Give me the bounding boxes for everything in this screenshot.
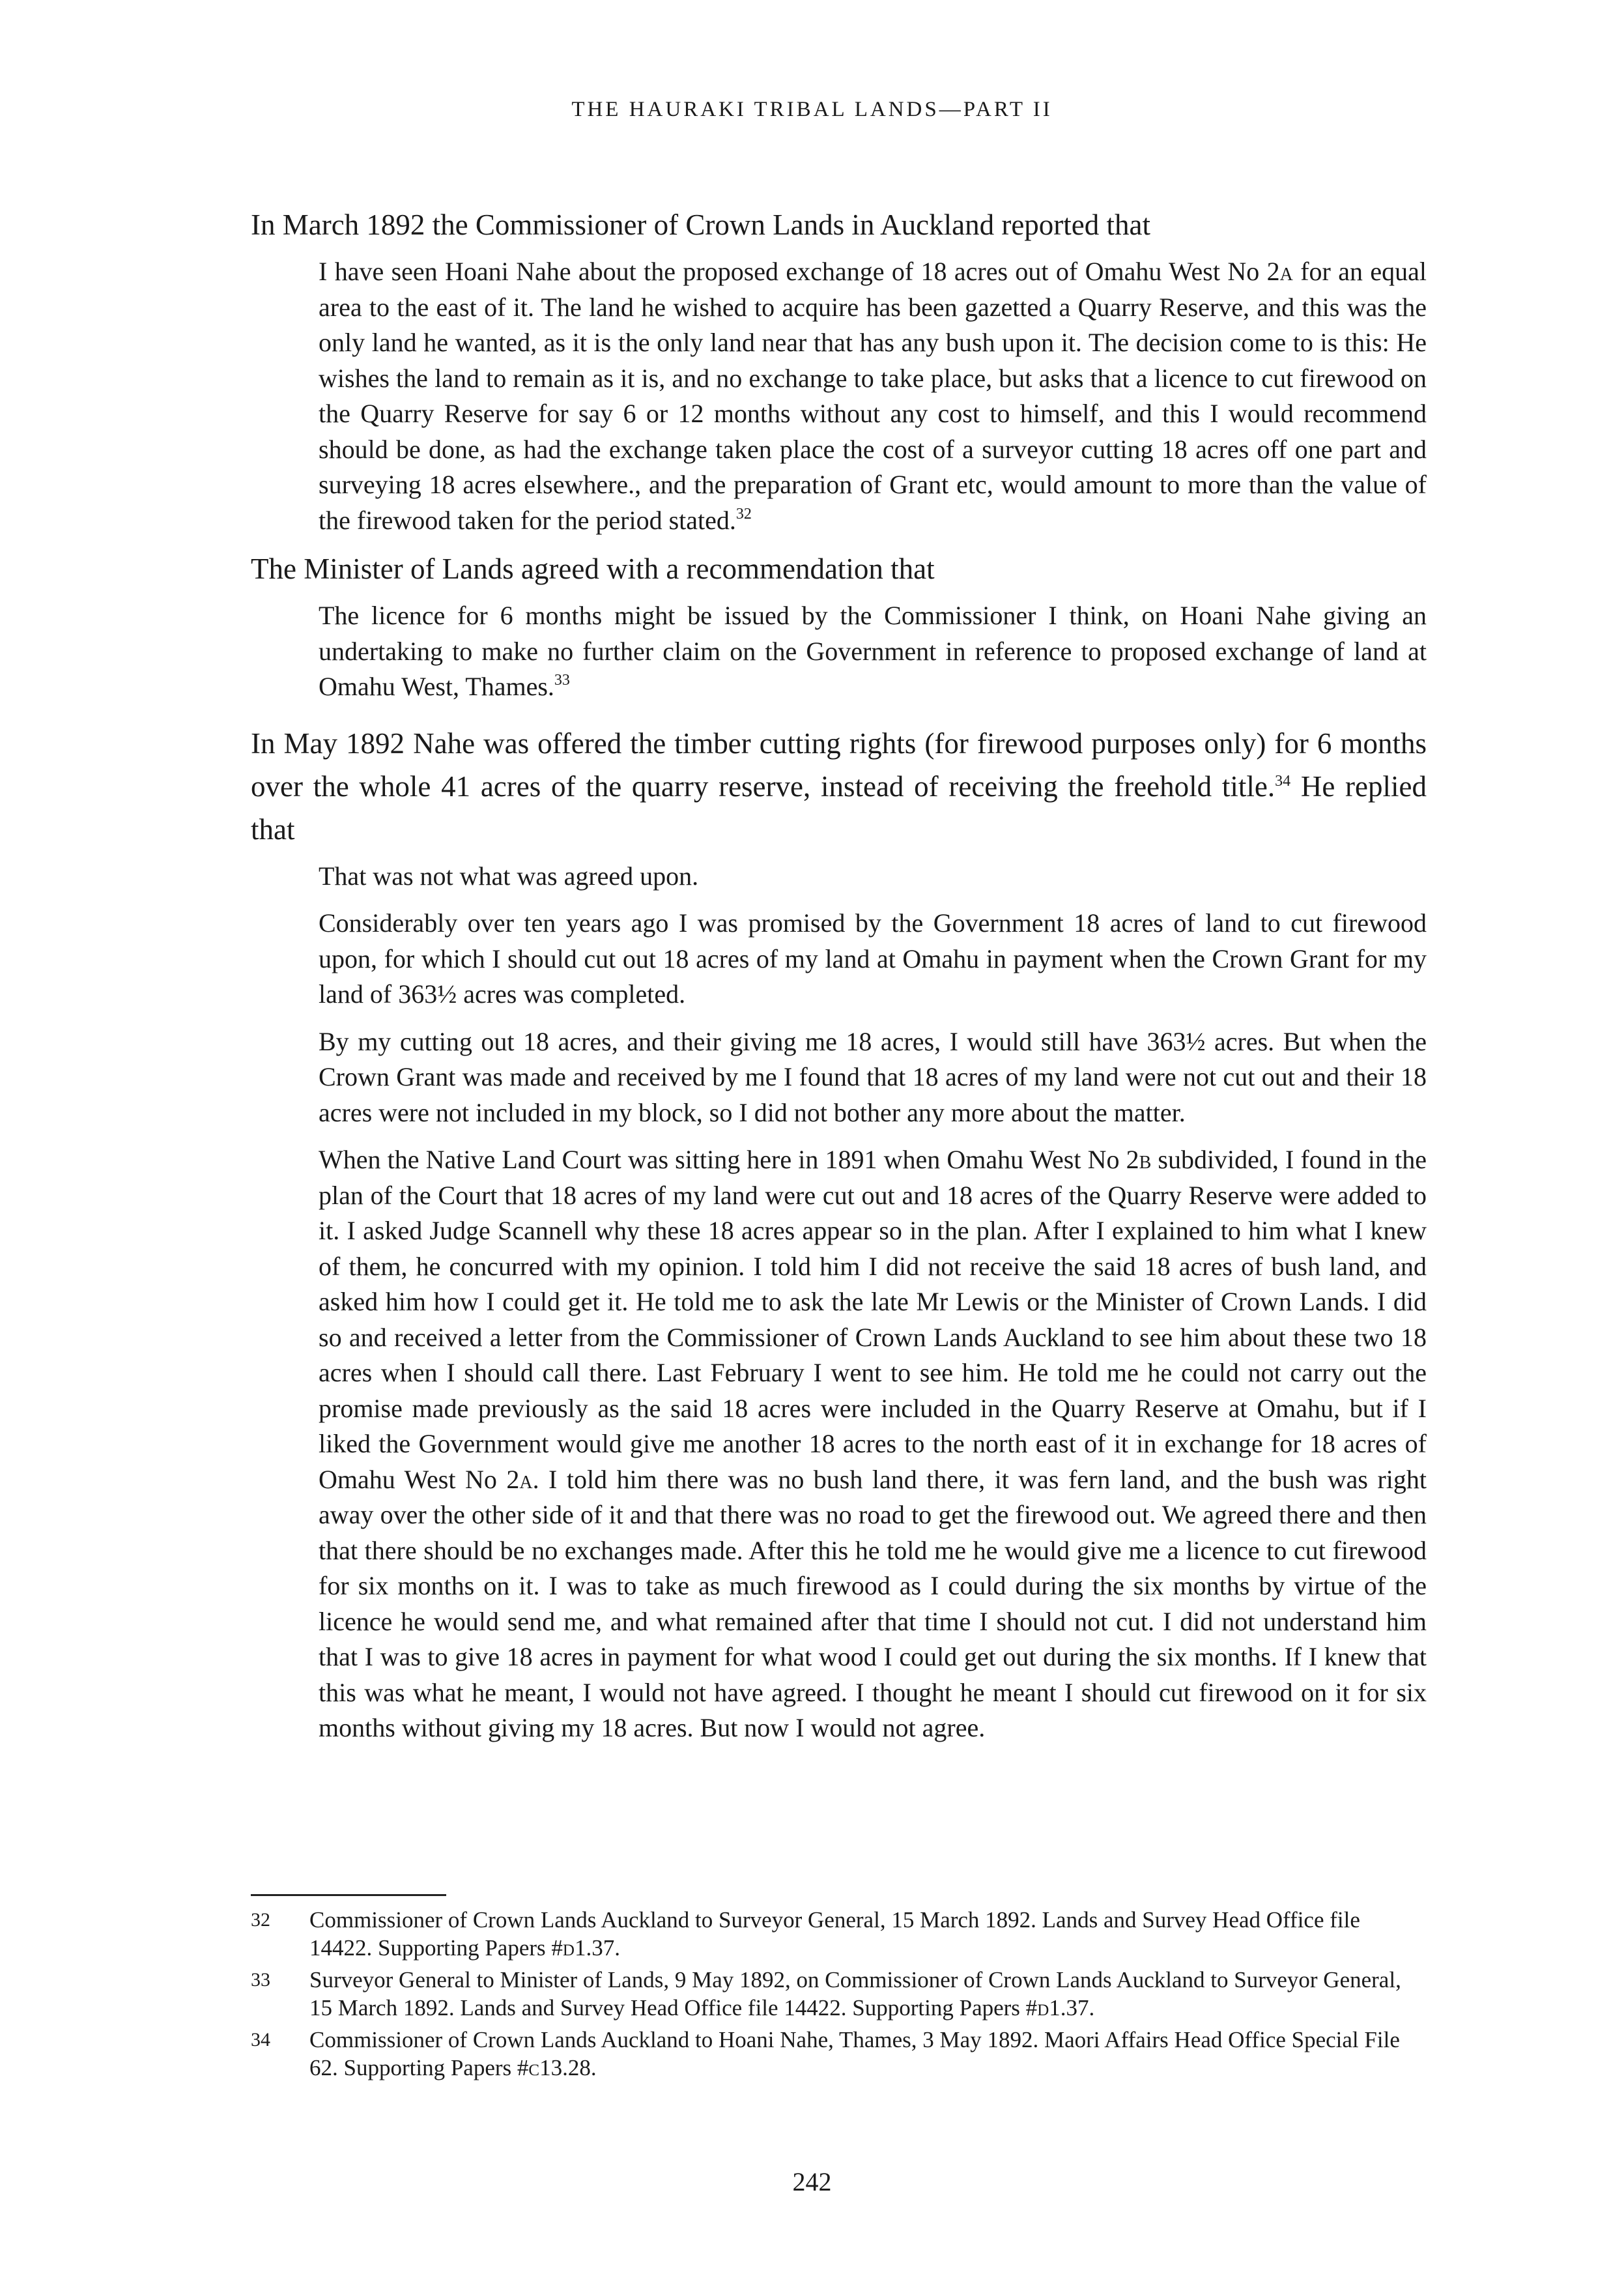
running-head: THE HAURAKI TRIBAL LANDS—PART II bbox=[571, 98, 1053, 121]
quote-text: The licence for 6 months might be issued by the Commissioner I think, on Hoani Nahe giving an undertaking to make no further claim on the Government in reference to proposed exchange of land at Omahu West, Thames. bbox=[319, 601, 1427, 701]
quote-text: . I told him there was no bush land there, it was fern land, and the bush was right away over the other side of it and that there was no road to get the firewood out. We agreed there and then that there should be no exchanges made. After this he told me he would give me a licence to cut firewood for six months on it. I was to take as much firewood as I could during the six months by virtue of the licence he would send me, and what remained after that time I should not cut. I did not understand him that I was to give 18 acres in payment for what wood I could get out during the six months. If I knew that this was what he meant, I would not have agreed. I thought he meant I should cut firewood on it for six months without giving my 18 acres. But now I would not agree. bbox=[319, 1464, 1427, 1742]
footnote-number: 34 bbox=[251, 2029, 270, 2050]
page-number: 242 bbox=[792, 2167, 832, 2196]
paragraph-text: He replied that bbox=[251, 770, 1427, 846]
quote-text: subdivided, I found in the plan of the Court that 18 acres of my land were cut out and 18 acres of the Quarry Reserve were added to it. I asked Judge Scannell why these 18 acres appear so in the plan. After I explained to him what I knew of them, he concurred with my opinion. I told him I did not receive the said 18 acres of bush land, and asked him how I could get it. He told me to ask the late Mr Lewis or the Minister of Crown Lands. I did so and received a letter from the Commissioner of Crown Lands Auckland to see him about these two 18 acres when I should call there. Last February I went to see him. He told me he could not carry out the promise made previously as the said 18 acres were included in the Quarry Reserve at Omahu, but if I liked the Government would give me another 18 acres to the north east of it in exchange for 18 acres of Omahu West No bbox=[319, 1145, 1427, 1494]
block-quote bbox=[319, 254, 1427, 538]
paragraph-text: In May 1892 Nahe was offered the timber cutting rights (for firewood purposes only) for 6 months over the whole 41 acres of the quarry reserve, instead of receiving the freehold title. bbox=[251, 726, 1427, 803]
footnote-number: 32 bbox=[251, 1909, 270, 1931]
body-text bbox=[251, 203, 1427, 1755]
quote-text: I have seen Hoani Nahe about the proposed exchange of 18 acres out of Omahu West No bbox=[319, 257, 1267, 286]
footnote-ref[interactable]: 33 bbox=[554, 672, 570, 689]
footnote-ref[interactable]: 34 bbox=[1275, 772, 1291, 790]
small-caps-ref: d1 bbox=[562, 1935, 586, 1961]
quote-text: When the Native Land Court was sitting here in 1891 when Omahu West No bbox=[319, 1145, 1126, 1174]
paragraph-text: The Minister of Lands agreed with a recommendation that bbox=[251, 553, 935, 585]
footnote-number: 33 bbox=[251, 1969, 270, 1991]
footnote-text bbox=[309, 1966, 1423, 2022]
footnote-text-part: Commissioner of Crown Lands Auckland to Surveyor General, 15 March 1892. Lands and Survey Head Office file 14422. Supporting Papers # bbox=[309, 1907, 1360, 1961]
paragraph bbox=[251, 203, 1427, 246]
footnote-text-part: .37. bbox=[586, 1935, 620, 1961]
footnote-text-part: Commissioner of Crown Lands Auckland to Hoani Nahe, Thames, 3 May 1892. Maori Affairs Head Office Special File 62. Supporting Papers # bbox=[309, 2027, 1400, 2080]
small-caps-ref: d1 bbox=[1037, 1995, 1061, 2021]
footnote-text-part: .37. bbox=[1060, 1995, 1095, 2021]
footnotes bbox=[251, 1906, 1423, 2086]
footnote-text bbox=[309, 1906, 1423, 1962]
small-caps-ref: 2b bbox=[1126, 1145, 1152, 1174]
footnote-divider bbox=[251, 1894, 446, 1896]
block-quote bbox=[319, 598, 1427, 705]
footnote-ref[interactable]: 32 bbox=[735, 505, 752, 523]
block-quote-line: That was not what was agreed upon. bbox=[319, 861, 699, 891]
small-caps-ref: 2a bbox=[506, 1464, 533, 1494]
footnote bbox=[251, 1906, 1423, 1962]
footnote-text bbox=[309, 2026, 1423, 2082]
small-caps-ref: c13 bbox=[528, 2055, 563, 2080]
paragraph bbox=[251, 547, 1427, 590]
paragraph bbox=[251, 722, 1427, 851]
footnote bbox=[251, 2026, 1423, 2082]
paragraph-text: In March 1892 the Commissioner of Crown Lands in Auckland reported that bbox=[251, 209, 1150, 241]
block-quote-line: Considerably over ten years ago I was promised by the Government 18 acres of land to cut firewood upon, for which I should cut out 18 acres of my land at Omahu in payment when the Crown Grant for my land of 363½ acres was completed. bbox=[319, 908, 1427, 1009]
small-caps-ref: 2a bbox=[1266, 257, 1293, 286]
quote-text: for an equal area to the east of it. The land he wished to acquire has been gazetted a Quarry Reserve, and this was the only land he wanted, as it is the only land near that has any bush upon it. The decision come to is this: He wishes the land to remain as it is, and no exchange to take place, but asks that a licence to cut firewood on the Quarry Reserve for say 6 or 12 months without any cost to himself, and this I would recommend should be done, as had the exchange taken place the cost of a surveyor cutting 18 acres off one part and surveying 18 acres elsewhere., and the preparation of Grant etc, would amount to more than the value of the firewood taken for the period stated. bbox=[319, 257, 1427, 535]
block-quote-line: By my cutting out 18 acres, and their giving me 18 acres, I would still have 363½ acres. But when the Crown Grant was made and received by me I found that 18 acres of my land were not cut out and their 18 acres were not included in my block, so I did not bother any more about the matter. bbox=[319, 1026, 1427, 1127]
block-quote-line bbox=[319, 1142, 1427, 1746]
footnote-text-part: .28. bbox=[562, 2055, 597, 2080]
footnote-text-part: Surveyor General to Minister of Lands, 9 May 1892, on Commissioner of Crown Lands Auckland to Surveyor General, 15 March 1892. Lands and Survey Head Office file 14422. Supporting Papers # bbox=[309, 1967, 1401, 2021]
footnote bbox=[251, 1966, 1423, 2022]
